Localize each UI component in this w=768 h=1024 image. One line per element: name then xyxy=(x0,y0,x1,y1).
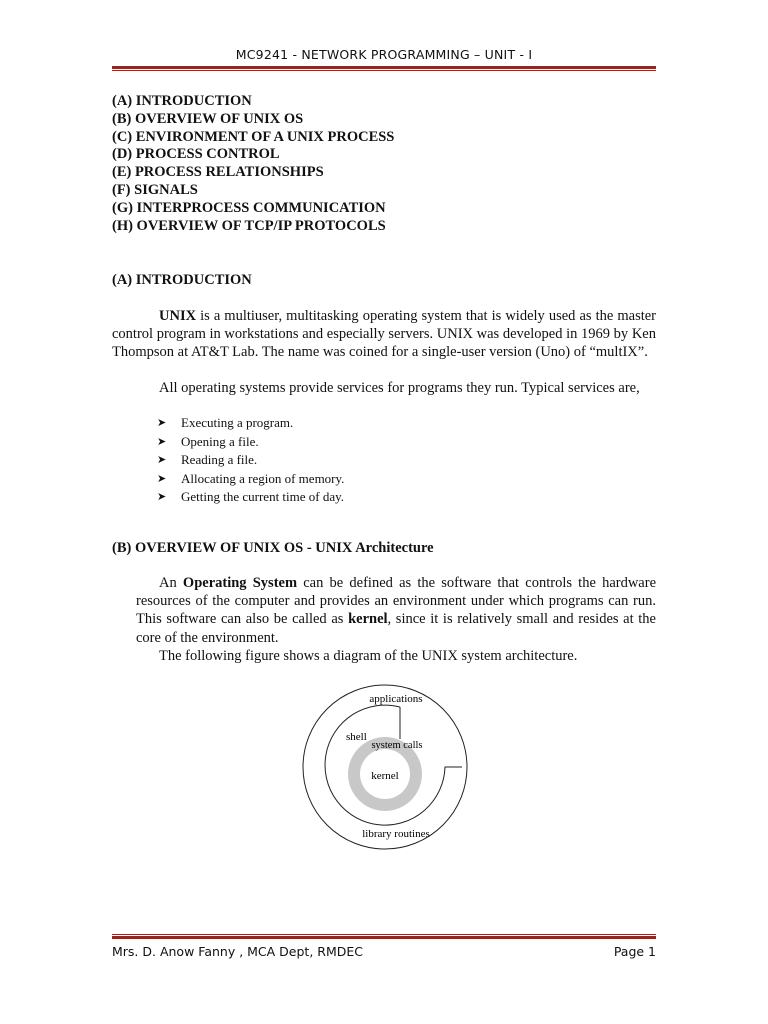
arrow-bullet-icon: ➤ xyxy=(157,472,167,485)
section-a-heading: (A) INTRODUCTION xyxy=(112,272,252,288)
operating-system-term: Operating System xyxy=(182,575,298,591)
arrow-bullet-icon: ➤ xyxy=(157,491,167,504)
toc-item: (C) ENVIRONMENT OF A UNIX PROCESS xyxy=(112,128,395,145)
page-footer xyxy=(112,944,656,959)
kernel-label: kernel xyxy=(371,770,399,782)
system-calls-label: system calls xyxy=(371,740,423,751)
table-of-contents xyxy=(112,93,394,235)
section-a-paragraph-1 xyxy=(112,307,656,362)
toc-item: (G) INTERPROCESS COMMUNICATION xyxy=(112,199,386,216)
arrow-bullet-icon: ➤ xyxy=(157,454,167,467)
section-b-heading: (B) OVERVIEW OF UNIX OS - UNIX Architecture xyxy=(112,540,434,556)
footer-author: Mrs. D. Anow Fanny , MCA Dept, RMDEC xyxy=(112,944,363,959)
paragraph-text: is a multiuser, multitasking operating system that is widely used as the master control program in workstations and especially servers. UNIX was developed in 1969 by Ken Thompson at AT&T Lab. The name was coined for a single-user version (Uno) of “multIX”. xyxy=(112,308,656,361)
toc-item: (H) OVERVIEW OF TCP/IP PROTOCOLS xyxy=(112,217,386,234)
toc-item: (F) SIGNALS xyxy=(112,181,198,198)
list-item: ➤ Opening a file. xyxy=(157,433,344,452)
list-item: ➤ Reading a file. xyxy=(157,451,344,470)
page-number: Page 1 xyxy=(613,944,656,959)
applications-label: applications xyxy=(369,693,423,705)
list-item: ➤ Executing a program. xyxy=(157,414,344,433)
footer-rule xyxy=(112,934,656,939)
toc-item: (D) PROCESS CONTROL xyxy=(112,146,280,163)
unix-architecture-diagram xyxy=(300,682,470,852)
section-b-paragraph-2: The following figure shows a diagram of the UNIX system architecture. xyxy=(159,648,578,664)
shell-label: shell xyxy=(346,731,367,743)
section-b-paragraph-1: An Operating System can be defined as the software that controls the hardware resources of the computer and provides an environment under which programs can run. This software can also be called as kernel, since it is relatively small and resides at the core of the environment. xyxy=(136,575,657,646)
section-a-paragraph-2: All operating systems provide services for programs they run. Typical services are, xyxy=(159,380,640,396)
arrow-bullet-icon: ➤ xyxy=(157,435,167,448)
kernel-term: kernel xyxy=(348,611,388,628)
toc-item: (B) OVERVIEW OF UNIX OS xyxy=(112,110,304,127)
header-rule xyxy=(112,66,656,71)
unix-term: UNIX xyxy=(159,308,197,324)
toc-item: (E) PROCESS RELATIONSHIPS xyxy=(112,164,324,181)
page-header: MC9241 - NETWORK PROGRAMMING – UNIT - I xyxy=(235,47,533,62)
arrow-bullet-icon: ➤ xyxy=(157,417,167,429)
toc-item: (A) INTRODUCTION xyxy=(112,93,252,109)
list-item: ➤ Getting the current time of day. xyxy=(157,488,344,507)
services-list xyxy=(157,414,344,507)
library-routines-label: library routines xyxy=(362,828,430,840)
list-item: ➤ Allocating a region of memory. xyxy=(157,470,344,489)
